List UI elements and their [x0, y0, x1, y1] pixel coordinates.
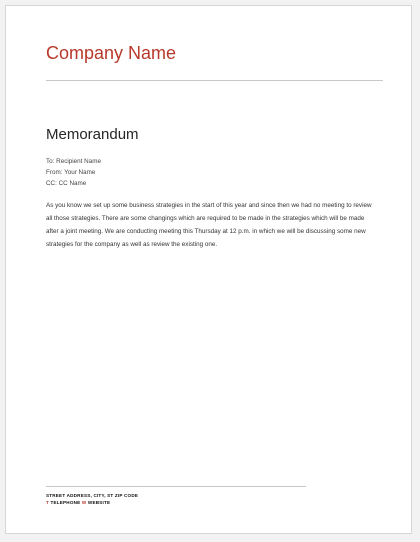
memo-title: Memorandum	[46, 126, 139, 143]
document-page	[5, 5, 412, 534]
footer-telephone: TELEPHONE	[50, 500, 81, 505]
footer-contact	[46, 499, 138, 506]
website-marker: W	[81, 500, 87, 505]
footer-website: WEBSITE	[87, 500, 111, 505]
company-name: Company Name	[46, 43, 177, 63]
footer-address: STREET ADDRESS, CITY, ST ZIP CODE	[46, 493, 139, 498]
from-line: From: Your Name	[46, 169, 96, 176]
header-divider	[46, 80, 383, 81]
memo-recipients	[46, 156, 101, 189]
footer	[46, 492, 138, 506]
memo-body: As you know we set up some business strategies in the start of this year and since then we had no meeting to review all those strategies. There are some changings which are required to be made in the strategies which will be made after a joint meeting. We are conducting meeting this Thursday at 12 p.m. in which we will be discussing some new strategies for the company as well as review the existing one.	[46, 202, 372, 248]
to-line: To: Recipient Name	[46, 158, 101, 165]
footer-divider	[46, 486, 306, 487]
telephone-marker: T	[46, 500, 50, 505]
cc-line: CC: CC Name	[46, 180, 87, 187]
